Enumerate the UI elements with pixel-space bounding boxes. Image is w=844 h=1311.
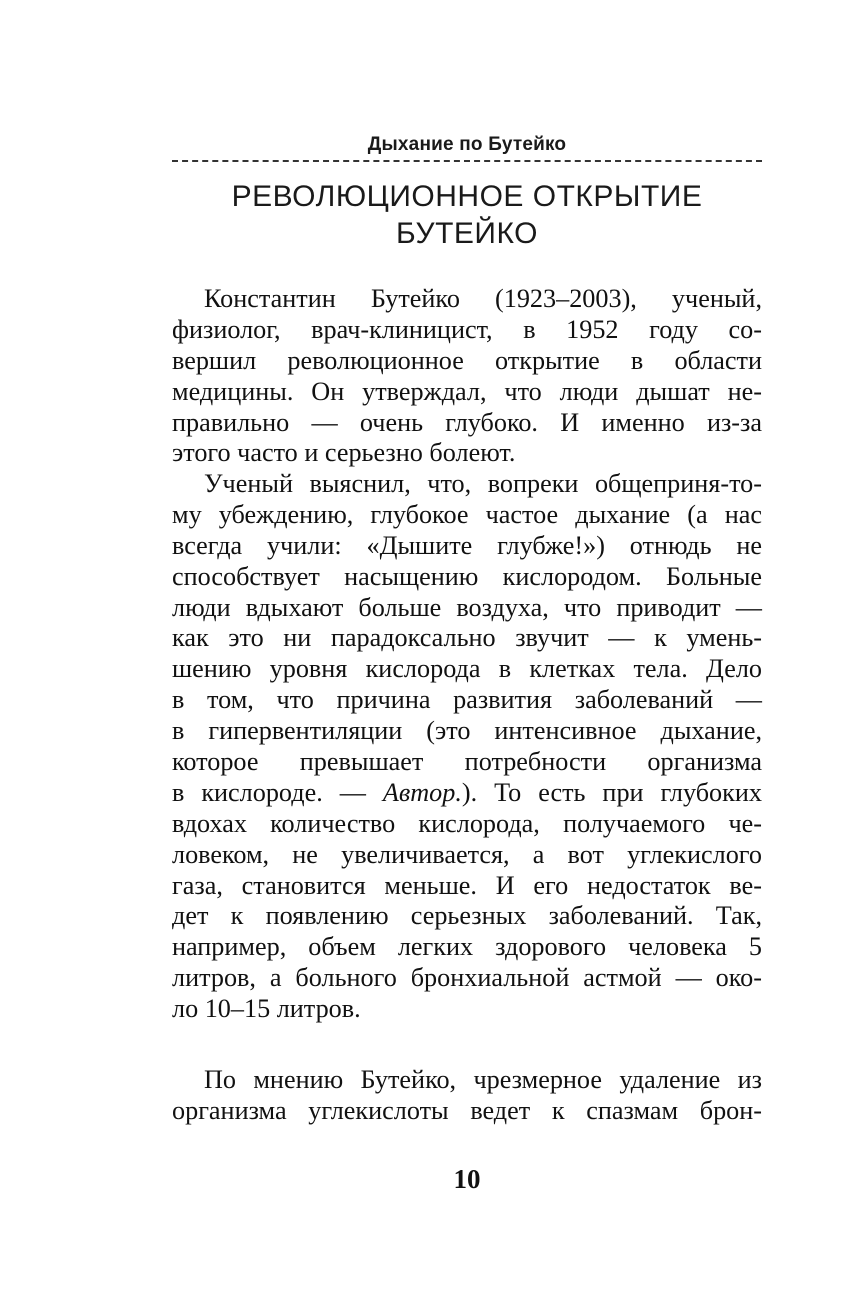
text-line: Константин Бутейко (1923–2003), ученый,: [204, 284, 762, 313]
paragraph-2: [172, 469, 762, 1025]
text-line: ло 10–15 литров.: [172, 994, 361, 1024]
page-number: 10: [453, 1164, 481, 1194]
text-line: шению уровня кислорода в клетках тела. Дело: [172, 654, 762, 684]
text-line: которое превышает потребности организма: [172, 747, 762, 777]
text-line: му убеждению, глубокое частое дыхание (а нас: [172, 499, 762, 529]
paragraph-1: [172, 284, 762, 469]
text-line: физиолог, врач-клиницист, в 1952 году со-: [172, 314, 762, 344]
text-line: в гипервентиляции (это интенсивное дыхание,: [172, 716, 762, 746]
text-line: По мнению Бутейко, чрезмерное удаление из: [204, 1065, 762, 1094]
text-run: ). То есть при глубоких: [461, 777, 762, 807]
running-head: Дыхание по Бутейко: [367, 134, 567, 155]
text-line: как это ни парадоксально звучит — к умень-: [172, 623, 762, 653]
paragraph-3: [172, 1065, 762, 1127]
text-line: люди вдыхают больше воздуха, что приводит —: [172, 592, 762, 622]
text-line: Ученый выяснил, что, вопреки общеприня-то-: [204, 469, 762, 498]
text-line: всегда учили: «Дышите глубже!») отнюдь не: [172, 530, 762, 560]
text-line: вершил революционное открытие в области: [172, 345, 762, 375]
text-line: медицины. Он утверждал, что люди дышат не-: [172, 376, 762, 406]
chapter-title-line: РЕВОЛЮЦИОННОЕ ОТКРЫТИЕ: [231, 180, 703, 213]
text-line: правильно — очень глубоко. И именно из-за: [172, 407, 762, 437]
author-note: Автор.: [382, 777, 462, 807]
text-line: например, объем легких здорового человека 5: [172, 932, 762, 962]
text-line: организма углекислоты ведет к спазмам брон-: [172, 1095, 762, 1125]
text-line: дет к появлению серьезных заболеваний. Так,: [172, 901, 762, 931]
header-rule: [172, 160, 762, 162]
chapter-title: [172, 178, 762, 252]
text-line: [172, 778, 762, 809]
text-line: способствует насыщению кислородом. Больные: [172, 561, 762, 591]
text-line: вдохах количество кислорода, получаемого че-: [172, 808, 762, 838]
text-line: газа, становится меньше. И его недостаток ве-: [172, 870, 762, 900]
text-line: в том, что причина развития заболеваний —: [172, 685, 762, 715]
chapter-title-line: БУТЕЙКО: [396, 217, 538, 250]
text-line: ловеком, не увеличивается, а вот углекислого: [172, 839, 762, 869]
text-line: этого часто и серьезно болеют.: [172, 438, 516, 468]
text-run: в кислороде. —: [172, 777, 383, 807]
text-line: литров, а больного бронхиальной астмой — око-: [172, 963, 762, 993]
